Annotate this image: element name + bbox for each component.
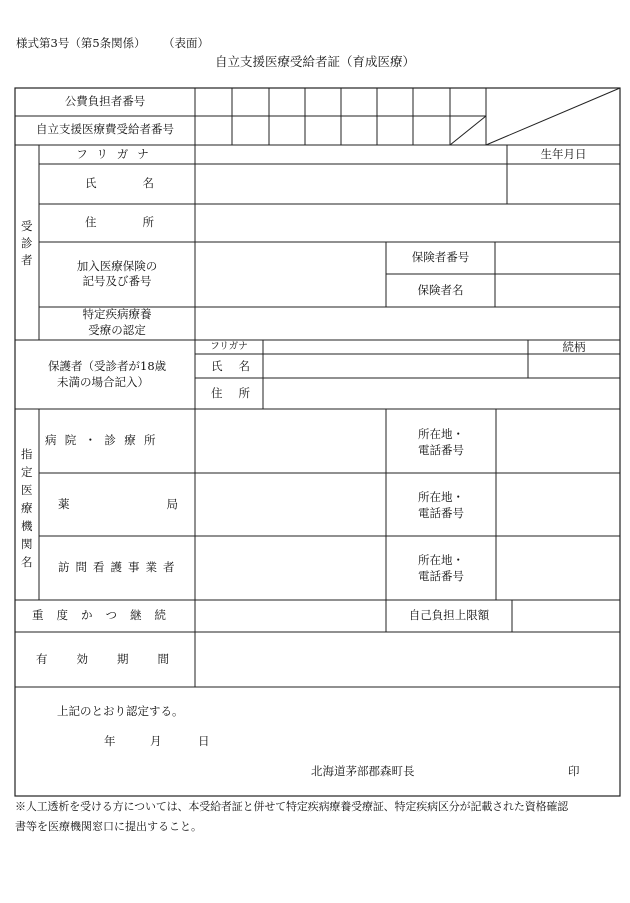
nursing-label: 訪問看護事業者 [58, 560, 181, 574]
certification-statement: 上記のとおり認定する。 [57, 704, 184, 718]
seal-mark: 印 [568, 764, 580, 778]
side-indicator: （表面） [163, 36, 209, 50]
hospital-location-label-line1: 所在地・ [418, 427, 464, 441]
birth-date-label: 生年月日 [540, 147, 587, 161]
pharmacy-label-char-1: 薬 [58, 497, 70, 511]
date-day-label: 日 [198, 734, 210, 748]
pharmacy-location-label-line2: 電話番号 [418, 506, 464, 520]
pharmacy-label-char-2: 局 [166, 497, 178, 511]
insurer-name-label: 保険者名 [417, 283, 464, 297]
insurer-number-label: 保険者番号 [411, 250, 470, 264]
date-month-label: 月 [150, 734, 162, 748]
disease-label-line2: 受療の認定 [88, 323, 146, 337]
guardian-label-line2: 未満の場合記入） [57, 375, 149, 389]
payer-number-label: 公費負担者番号 [64, 94, 146, 108]
insurance-label-line2: 記号及び番号 [82, 274, 152, 288]
guardian-label-line1: 保護者（受診者が18歳 [48, 359, 167, 373]
nursing-location-label-line2: 電話番号 [418, 569, 464, 583]
date-year-label: 年 [104, 734, 116, 748]
recipient-number-label: 自立支援医療費受給者番号 [36, 122, 174, 136]
validity-label: 有効期間 [36, 652, 198, 666]
patient-furigana-label: フリガナ [76, 147, 158, 161]
guardian-name-label: 氏名 [211, 359, 266, 373]
insurance-label-line1: 加入医療保険の [76, 259, 158, 273]
severe-label: 重度かつ継続 [32, 608, 179, 622]
hospital-label: 病院・診療所 [45, 433, 164, 447]
relation-label: 続柄 [562, 340, 586, 354]
document-title: 自立支援医療受給者証（育成医療） [214, 54, 415, 69]
hospital-location-label-line2: 電話番号 [418, 443, 464, 457]
disease-label-line1: 特定疾病療養 [82, 307, 152, 321]
guardian-address-label: 住所 [211, 386, 266, 400]
footnote-line2: 書等を医療機関窓口に提出すること。 [15, 820, 202, 833]
patient-name-label: 氏名 [85, 176, 200, 190]
issuer-name: 北海道茅部郡森町長 [311, 764, 415, 778]
pharmacy-label [58, 499, 178, 511]
copay-limit-label: 自己負担上限額 [408, 608, 490, 622]
nursing-location-label-line1: 所在地・ [418, 553, 464, 567]
institutions-section-label: 指定医療機関名 [21, 447, 33, 569]
footnote-line1: ※人工透析を受ける方については、本受給者証と併せて特定疾病療養受療証、特定疾病区分が記載された資格確認 [15, 800, 569, 813]
guardian-furigana-label: フリガナ [210, 341, 248, 352]
patient-address-label: 住所 [85, 215, 200, 229]
pharmacy-location-label-line1: 所在地・ [418, 490, 464, 504]
form-number: 様式第3号（第5条関係） [16, 36, 146, 50]
patient-section-label: 受診者 [21, 219, 33, 267]
